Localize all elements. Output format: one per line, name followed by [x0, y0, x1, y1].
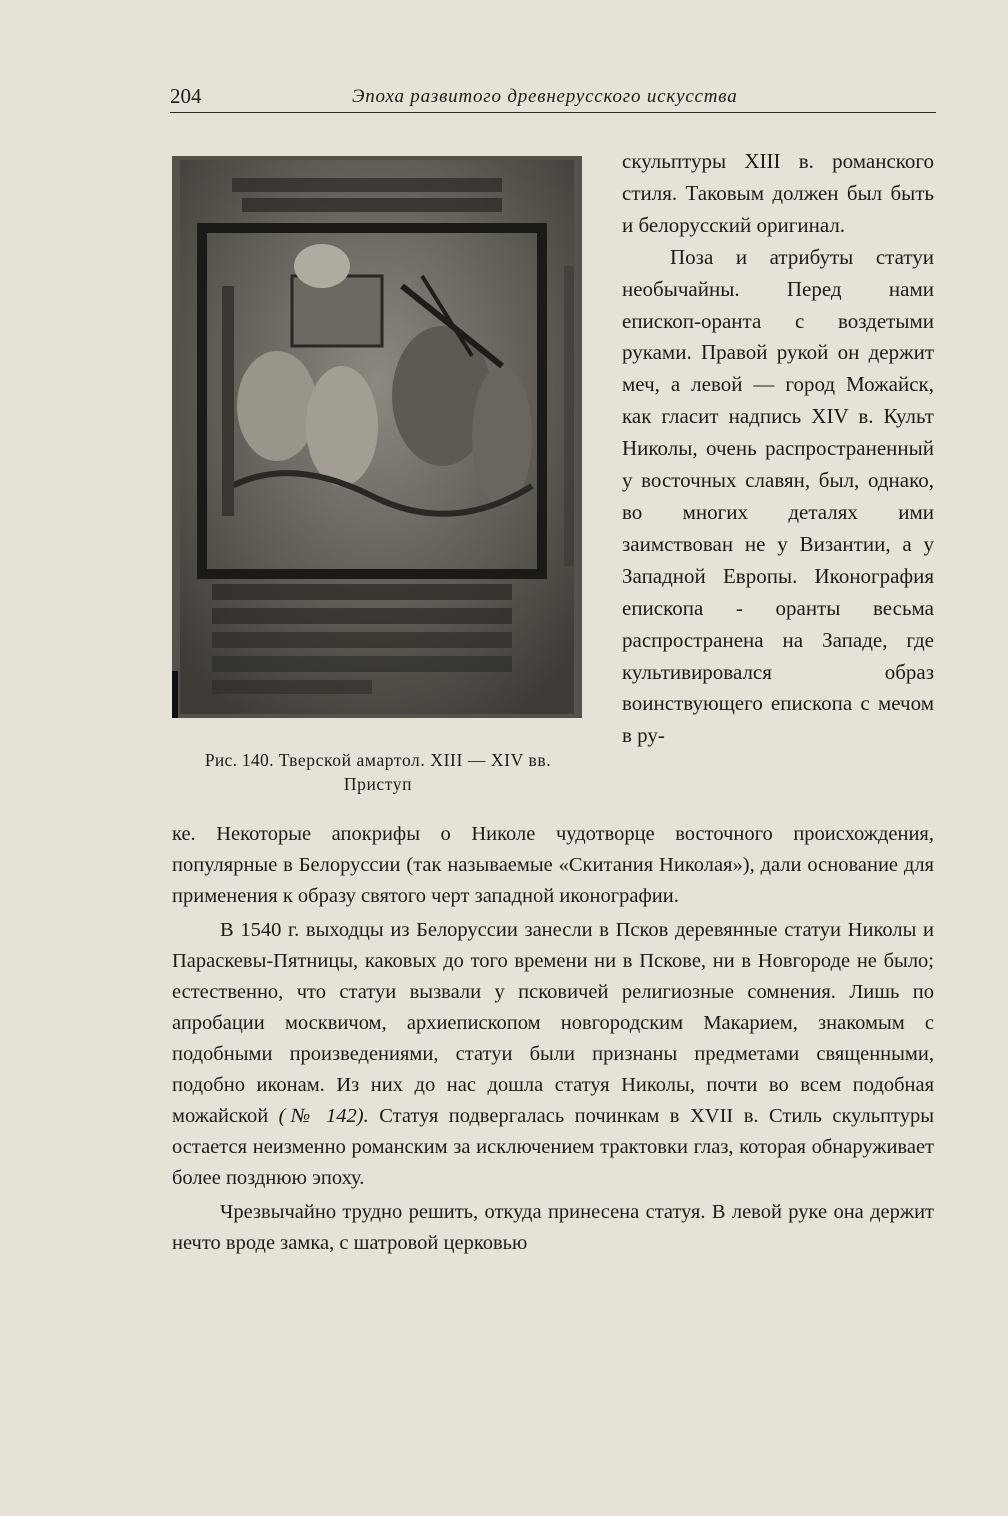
paragraph-text: В 1540 г. выходцы из Белоруссии занесли в Псков деревянные статуи Николы и Параскевы-Пятницы, каковых до того времени ни в Пскове, ни в Новгороде не было; естественно, что статуи вызвали у псковичей религиозные сомнения. Лишь по апробации москвичом, архиепископом новгородским Макарием, знакомым с подобными произведениями, статуи были признаны предметами священными, подобно иконам. Из них до нас дошла статуя Николы, почти во всем подобная можайской — [172, 919, 934, 1127]
caption-title: Тверской амартол. XIII — XIV вв. — [278, 750, 552, 770]
paragraph: скульптуры XIII в. романского стиля. Таковым должен был быть и белорусский оригинал. — [622, 149, 934, 237]
figure-illustration — [172, 156, 582, 718]
page-number: 204 — [170, 84, 202, 108]
caption-subtitle: Приступ — [343, 774, 413, 794]
paragraph-text: Статуя подвергалась починкам в XVII в. Стиль скульптуры остается неизменно романским за исключением трактовки глаз, которая обнаруживает более позднюю эпоху. — [172, 1105, 935, 1189]
page-header — [170, 82, 936, 113]
running-title: Эпоха развитого древнерусского искусства — [352, 86, 738, 107]
catalogue-reference: (№ 142). — [278, 1105, 369, 1127]
manuscript-miniature-image — [172, 156, 582, 718]
body-text — [172, 819, 934, 1259]
right-column-text — [622, 146, 934, 752]
caption-figure-number: Рис. 140. — [204, 750, 274, 770]
paragraph: Чрезвычайно трудно решить, откуда принесена статуя. В левой руке она держит нечто вроде замка, с шатровой церковью — [172, 1201, 934, 1254]
paragraph: ке. Некоторые апокрифы о Николе чудотворце восточного происхождения, популярные в Белоруссии (так называемые «Скитания Николая»), дали основание для применения к образу святого черт западной иконографии. — [172, 823, 934, 907]
paragraph: Поза и атрибуты статуи необычайны. Перед нами епископ-оранта с воздетыми руками. Правой рукой он держит меч, а левой — город Можайск, как гласит надпись XIV в. Культ Николы, очень распространенный у восточных славян, был, однако, во многих деталях ими заимствован не у Византии, а у Западной Европы. Иконография епископа - оранты весьма распространена на Западе, где культивировался образ воинствующего епископа с мечом в ру- — [622, 244, 934, 748]
figure-caption — [158, 748, 598, 796]
paragraph — [172, 915, 934, 1194]
